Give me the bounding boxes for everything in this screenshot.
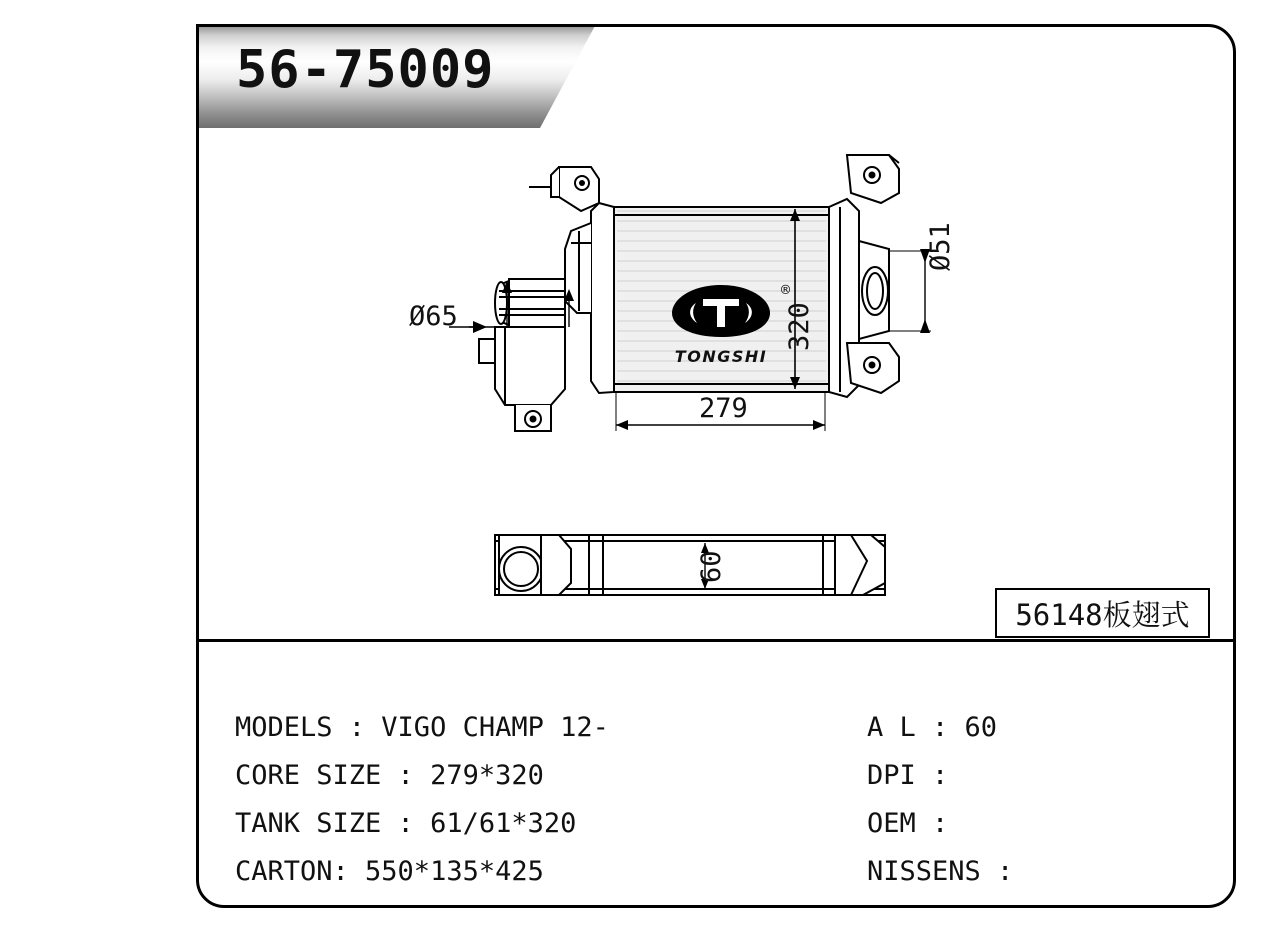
- dimension-core-width: 279: [699, 393, 748, 424]
- spec-core-size: CORE SIZE : 279*320: [235, 760, 544, 791]
- product-type-label: 56148板翅式: [995, 588, 1210, 638]
- part-number-text: 56-75009: [236, 40, 495, 100]
- dimension-inlet-diameter: Ø65: [409, 301, 458, 332]
- specification-block: [199, 642, 1233, 908]
- trademark-symbol: ®: [781, 281, 791, 299]
- spec-oem: OEM :: [867, 808, 949, 839]
- dimension-outlet-diameter: Ø51: [925, 222, 956, 271]
- spec-al: A L : 60: [867, 712, 998, 743]
- tongshi-mark-icon: [666, 283, 776, 341]
- spec-carton: CARTON: 550*135*425: [235, 856, 544, 887]
- spec-nissens: NISSENS :: [867, 856, 1014, 887]
- part-number-plate: [196, 24, 596, 128]
- spec-column-right: [867, 704, 1013, 896]
- brand-name: TONGSHI: [674, 347, 768, 366]
- dimension-core-height: 320: [784, 302, 815, 351]
- technical-drawing-area: [199, 131, 1233, 639]
- dimension-core-depth: 60: [696, 550, 727, 583]
- spec-models: MODELS : VIGO CHAMP 12-: [235, 712, 609, 743]
- spec-dpi: DPI :: [867, 760, 949, 791]
- brand-logo: [661, 283, 781, 366]
- spec-tank-size: TANK SIZE : 61/61*320: [235, 808, 577, 839]
- spec-column-left: [235, 704, 609, 896]
- drawing-sheet: [196, 24, 1236, 908]
